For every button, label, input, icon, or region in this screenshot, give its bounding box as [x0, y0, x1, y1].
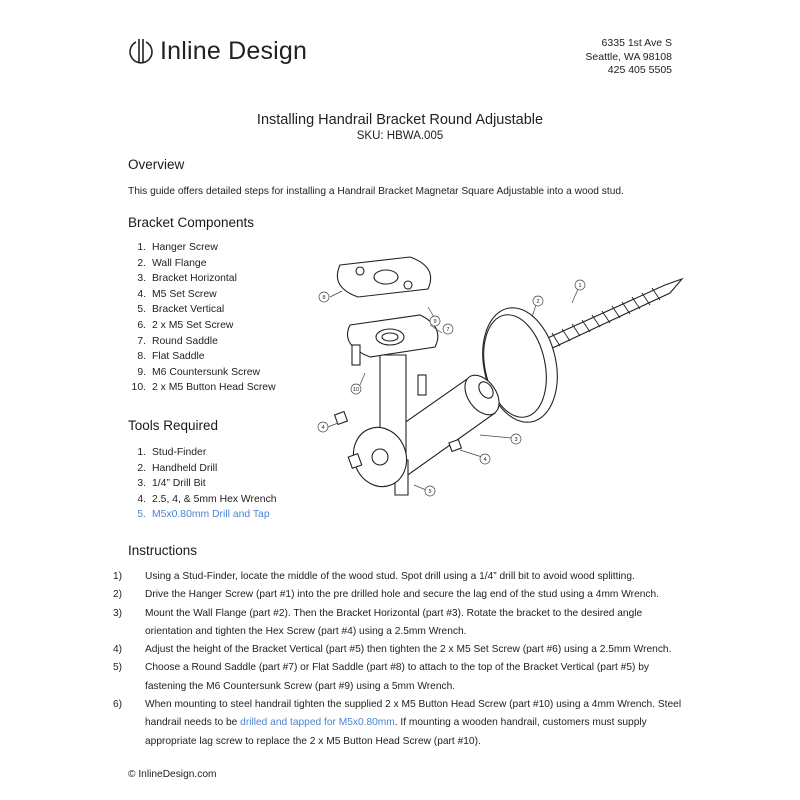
callout-bubble-2: [533, 296, 543, 306]
address-line: 6335 1st Ave S: [601, 37, 672, 49]
callout-bubble-4: [318, 422, 328, 432]
svg-text:6: 6: [326, 465, 330, 471]
list-item: 4. 2.5, 4, & 5mm Hex Wrench: [137, 493, 277, 505]
company-address: [585, 37, 672, 78]
phone-number: 425 405 5505: [607, 64, 672, 77]
callout-bubble-9: [430, 316, 440, 326]
bracket-exploded-diagram: [310, 245, 700, 505]
callout-bubble-8: [319, 292, 329, 302]
instruction-step: 5) Choose a Round Saddle (part #7) or Flat Saddle (part #8) to attach to the top of the Bracket Vertical (part #5) by fastening the M6 Countersunk Screw (part #9) using a 5mm Wrench.: [113, 662, 649, 692]
list-item: 1. Stud-Finder: [137, 447, 207, 458]
address-line: Seattle, WA 98108: [585, 50, 672, 63]
components-heading: Bracket Components: [128, 215, 255, 230]
components-list: [128, 240, 276, 396]
sku-line: SKU: HBWA.005: [356, 130, 444, 142]
set-screw-drawing: [335, 412, 348, 425]
overview-heading: Overview: [128, 157, 185, 172]
svg-text:3: 3: [514, 437, 518, 443]
svg-text:8: 8: [322, 295, 326, 301]
brand-name: Inline Design: [160, 36, 308, 65]
list-item: 2. Handheld Drill: [137, 462, 218, 474]
callout-bubble-1: [575, 280, 585, 290]
list-item: 2. Wall Flange: [137, 257, 207, 269]
list-item: 5. M5x0.80mm Drill and Tap: [137, 509, 270, 521]
inline-design-logo-icon: [128, 36, 154, 66]
callout-bubble-7: [443, 324, 453, 334]
drill-and-tap-link[interactable]: M5x0.80mm Drill and Tap: [152, 509, 270, 521]
instruction-step: 2) Drive the Hanger Screw (part #1) into the pre drilled hole and secure the lag end of the stud using a 4mm Wrench.: [113, 589, 659, 601]
tools-heading: Tools Required: [128, 418, 219, 433]
tools-list: [128, 445, 277, 523]
list-item: 6. 2 x M5 Set Screw: [137, 319, 234, 331]
callout-bubble-10: [351, 384, 361, 394]
instructions-list: [110, 568, 690, 751]
svg-text:7: 7: [446, 327, 450, 333]
brand-logo: [128, 34, 307, 68]
document-title-block: [0, 112, 800, 143]
svg-text:2: 2: [536, 299, 540, 305]
instruction-step: 4) Adjust the height of the Bracket Vertical (part #5) then tighten the 2 x M5 Set Screw (part #6) using a 2.5mm Wrench.: [113, 644, 672, 656]
list-item: 7. Round Saddle: [137, 335, 218, 347]
svg-text:1: 1: [578, 283, 582, 289]
instructions-heading: Instructions: [128, 543, 198, 558]
button-head-screw-drawing: [352, 345, 360, 365]
svg-text:4: 4: [321, 425, 325, 431]
list-item: 3. Bracket Horizontal: [137, 273, 237, 285]
document-title: Installing Handrail Bracket Round Adjustable: [256, 112, 544, 128]
overview-text: This guide offers detailed steps for installing a Handrail Bracket Magnetar Square Adjustable into a wood stud.: [128, 186, 624, 197]
drilled-and-tapped-link[interactable]: drilled and tapped for M5x0.80mm: [240, 717, 395, 729]
list-item: 4. M5 Set Screw: [137, 288, 217, 300]
footer-copyright: © InlineDesign.com: [128, 769, 217, 780]
svg-text:10: 10: [352, 387, 360, 393]
instruction-step: 3) Mount the Wall Flange (part #2). Then the Bracket Horizontal (part #3). Rotate the bracket to the desired angle orientation and tighten the Hex Screw (part #4) using a 2.5mm Wrench.: [113, 607, 643, 637]
svg-text:4: 4: [483, 457, 487, 463]
callout-bubble-3: [511, 434, 521, 444]
instruction-step: 1) Using a Stud-Finder, locate the middle of the wood stud. Spot drill using a 1/4” drill bit to avoid wood splitting.: [113, 571, 635, 582]
list-item: 10. 2 x M5 Button Head Screw: [131, 382, 276, 394]
callout-bubble-4b: [480, 454, 490, 464]
list-item: 9. M6 Countersunk Screw: [137, 366, 260, 378]
list-item: 1. Hanger Screw: [137, 242, 218, 253]
svg-text:9: 9: [433, 319, 437, 325]
instruction-step: 6) When mounting to steel handrail tighten the supplied 2 x M5 Button Head Screw (part #10) using a 4mm Wrench. Steel handrail needs to be drilled and tapped for M5x0.80mm. If mounting a wooden handrail, customers must supply appropriate lag screw to replace the 2 x M5 Button Head Screw (part #10).: [113, 699, 682, 747]
list-item: 5. Bracket Vertical: [137, 304, 225, 316]
button-head-screw-drawing: [418, 375, 426, 395]
svg-text:5: 5: [428, 489, 432, 495]
list-item: 8. Flat Saddle: [137, 351, 205, 363]
callout-bubble-6: [326, 465, 329, 471]
list-item: 3. 1/4” Drill Bit: [137, 478, 206, 490]
callout-bubble-5: [425, 486, 435, 496]
